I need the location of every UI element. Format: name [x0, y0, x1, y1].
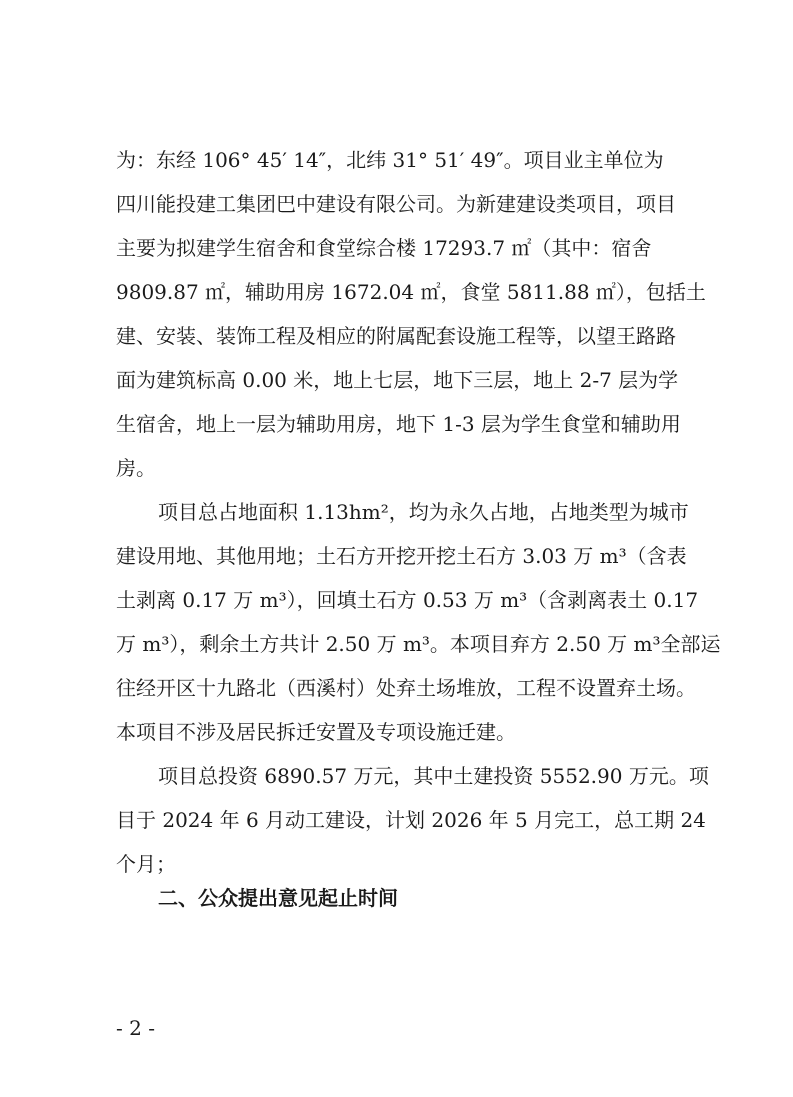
- paragraph-3-line-2: 目于 2024 年 6 月动工建设，计划 2026 年 5 月完工，总工期 24: [116, 808, 706, 832]
- paragraph-1-line-6: 面为建筑标高 0.00 米，地上七层，地下三层，地上 2-7 层为学: [116, 368, 679, 392]
- paragraph-2-line-1: 项目总占地面积 1.13hm²，均为永久占地，占地类型为城市: [158, 500, 689, 524]
- paragraph-3-line-1: 项目总投资 6890.57 万元，其中土建投资 5552.90 万元。项: [158, 764, 709, 788]
- paragraph-1-line-3: 主要为拟建学生宿舍和食堂综合楼 17293.7 ㎡（其中：宿舍: [116, 236, 652, 260]
- paragraph-2-line-6: 本项目不涉及居民拆迁安置及专项设施迁建。: [116, 720, 516, 744]
- paragraph-1-line-5: 建、安装、装饰工程及相应的附属配套设施工程等，以望王路路: [116, 324, 676, 348]
- paragraph-1-line-4: 9809.87 ㎡，辅助用房 1672.04 ㎡，食堂 5811.88 ㎡），包括土: [116, 280, 706, 304]
- paragraph-2-line-5: 往经开区十九路北（西溪村）处弃土场堆放，工程不设置弃土场。: [116, 676, 696, 700]
- paragraph-2-line-3: 土剥离 0.17 万 m³），回填土石方 0.53 万 m³（含剥离表土 0.17: [116, 588, 699, 612]
- paragraph-1-line-7: 生宿舍，地上一层为辅助用房，地下 1-3 层为学生食堂和辅助用: [116, 412, 681, 436]
- section-heading: 二、公众提出意见起止时间: [158, 886, 398, 910]
- paragraph-1-line-1: 为：东经 106° 45′ 14″，北纬 31° 51′ 49″。项目业主单位为: [116, 148, 664, 172]
- paragraph-1-line-2: 四川能投建工集团巴中建设有限公司。为新建建设类项目，项目: [116, 192, 676, 216]
- page-number: - 2 -: [116, 1016, 155, 1040]
- paragraph-2-line-2: 建设用地、其他用地；土石方开挖开挖土石方 3.03 万 m³（含表: [116, 544, 687, 568]
- paragraph-3-line-3: 个月；: [116, 852, 176, 876]
- paragraph-2-line-4: 万 m³），剩余土方共计 2.50 万 m³。本项目弃方 2.50 万 m³全部运: [116, 632, 721, 656]
- paragraph-1-line-8: 房。: [116, 456, 156, 480]
